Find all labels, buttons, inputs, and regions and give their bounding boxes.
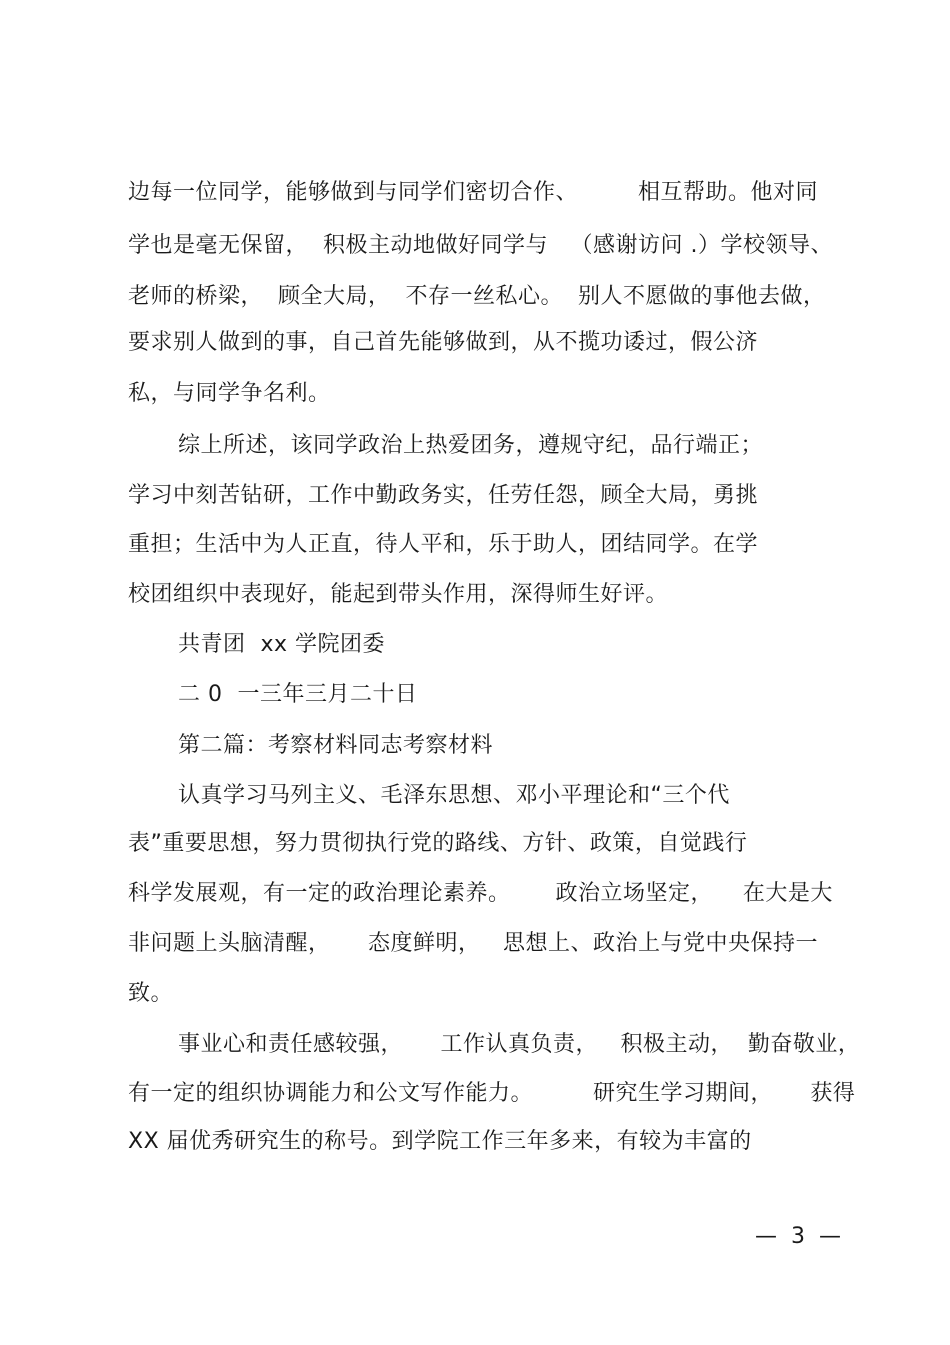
text-line: 边每一位同学，能够做到与同学们密切合作、 相互帮助。他对同: [128, 180, 818, 205]
text-line: 学习中刻苦钻研，工作中勤政务实，任劳任怨，顾全大局，勇挑: [128, 483, 759, 508]
page-number: — 3 —: [755, 1224, 841, 1249]
signature-org: 共青团 xx 学院团委: [178, 632, 386, 657]
text-line: 学也是毫无保留， 积极主动地做好同学与 （感谢访问 .）学校领导、: [128, 233, 833, 258]
text-line: 表”重要思想，努力贯彻执行党的路线、方针、政策，自觉践行: [128, 831, 748, 856]
text-line: 有一定的组织协调能力和公文写作能力。 研究生学习期间， 获得: [128, 1081, 856, 1106]
text-line: 致。: [128, 981, 174, 1006]
text-line: 科学发展观，有一定的政治理论素养。 政治立场坚定， 在大是大: [128, 881, 833, 906]
text-line: 重担；生活中为人正直，待人平和，乐于助人，团结同学。在学: [128, 532, 759, 557]
signature-date: 二 0 一三年三月二十日: [178, 682, 418, 707]
text-line: XX 届优秀研究生的称号。到学院工作三年多来，有较为丰富的: [128, 1129, 752, 1154]
text-line: 事业心和责任感较强， 工作认真负责， 积极主动， 勤奋敬业，: [178, 1032, 861, 1057]
text-line: 综上所述，该同学政治上热爱团务，遵规守纪，品行端正；: [178, 433, 764, 458]
text-line: 校团组织中表现好，能起到带头作用，深得师生好评。: [128, 582, 669, 607]
section-title: 第二篇：考察材料同志考察材料: [178, 733, 494, 758]
text-line: 老师的桥梁， 顾全大局， 不存一丝私心。 别人不愿做的事他去做，: [128, 284, 826, 309]
text-line: 私，与同学争名利。: [128, 381, 331, 406]
text-line: 认真学习马列主义、毛泽东思想、邓小平理论和“三个代: [178, 783, 730, 808]
text-line: 要求别人做到的事，自己首先能够做到，从不揽功诿过，假公济: [128, 330, 759, 355]
text-line: 非问题上头脑清醒， 态度鲜明， 思想上、政治上与党中央保持一: [128, 931, 818, 956]
